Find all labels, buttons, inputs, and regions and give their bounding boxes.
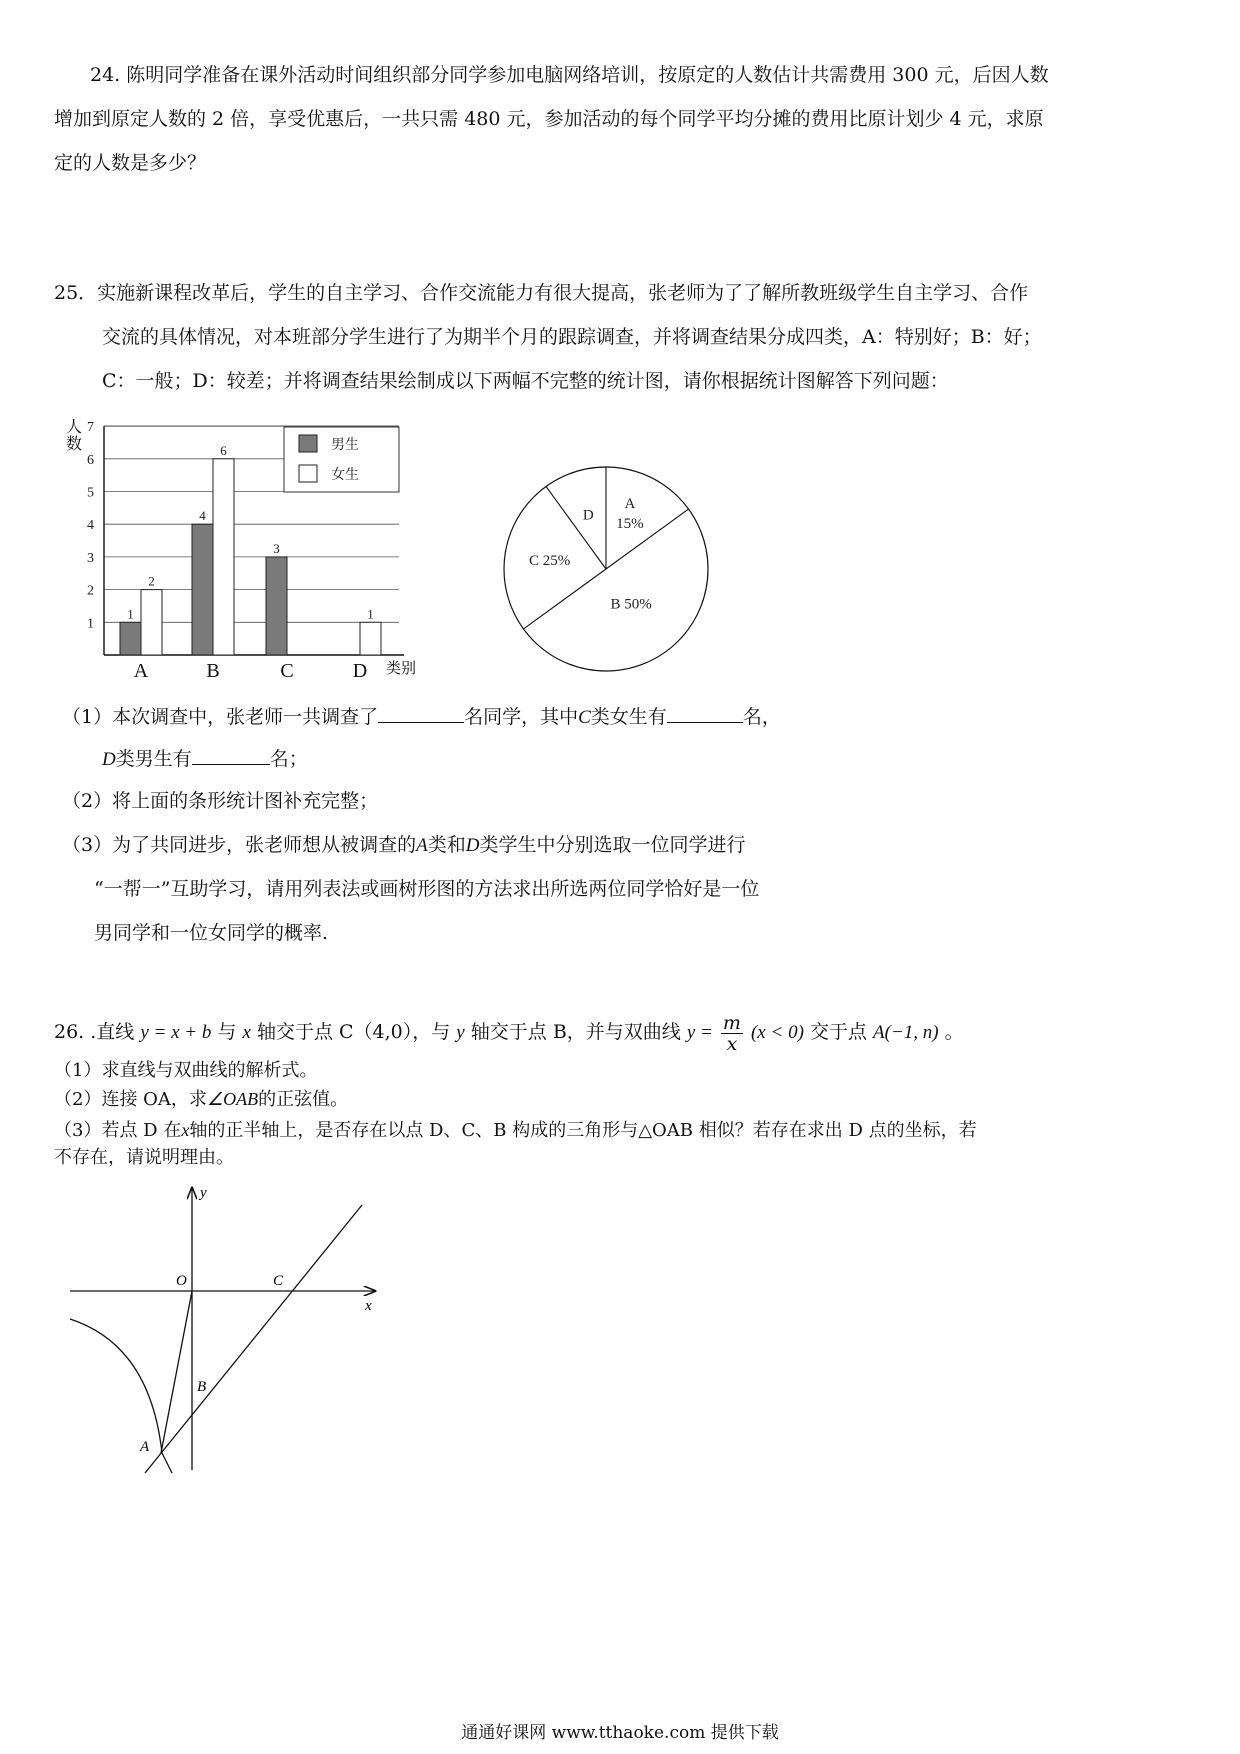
q25-sub3-text-e: 类学生中分别选取一位同学进行 [479,834,746,856]
q26-sub2-angle: ∠OAB [206,1089,259,1109]
q26-sub2-a: （2）连接 OA，求 [54,1089,207,1110]
y-tick-label: 3 [87,550,94,566]
page-footer: 通通好课网 www.tthaoke.com 提供下载 [461,1723,779,1743]
y-tick-label: 5 [87,485,94,501]
q26-prefix: 26. .直线 [54,1021,135,1043]
point-label-b: B [197,1379,207,1395]
coordinate-figure [60,1185,420,1475]
hyperbola-branch [70,1319,172,1473]
q25-line-3: C：一般；D：较差；并将调查结果绘制成以下两幅不完整的统计图，请你根据统计图解答下列问题： [102,370,949,392]
q26-frac-num: m [722,1011,741,1034]
x-category-label: B [206,660,220,682]
q26-sub3-b: x [181,1120,190,1140]
legend-label: 男生 [331,438,359,453]
q26-text-6: 交于点 [809,1021,867,1043]
y-tick-label: 7 [87,420,94,436]
q25-sub1-text-b: 名同学，其中 [464,706,579,728]
q26-fraction [721,1013,743,1054]
q25-sub1-text-c: C [578,707,591,728]
point-label-a: A [140,1439,150,1455]
bar-D-girls [360,622,381,655]
q26-text-2: x [242,1022,251,1043]
q26-point-a: A(−1, n) [873,1022,939,1043]
y-tick-label: 6 [87,452,94,468]
answer-blank-total[interactable] [378,702,464,723]
pie-label-d: D [582,507,594,524]
q26-text-5: 轴交于点 B，并与双曲线 [470,1021,681,1043]
axis-label-y: y [200,1185,207,1201]
q26-sub1: （1）求直线与双曲线的解析式。 [54,1060,318,1081]
q26-text-4: y [456,1022,465,1043]
y-tick-label: 4 [87,518,94,534]
bar-A-girls [141,590,162,655]
legend-swatch [299,465,317,482]
q25-line-2: 交流的具体情况，对本班部分学生进行了为期半个月的跟踪调查，并将调查结果分成四类，A：特别好；B：好； [102,326,1042,348]
pie-chart [485,455,745,685]
point-label-o: O [176,1273,187,1289]
q25-sub3-text-c: 类和 [427,834,466,856]
q25-sub1-text-h: 名； [269,748,308,770]
q25-sub3-line-1 [62,832,745,859]
y-tick-label: 2 [87,583,94,599]
q25-sub3-text-a: （3）为了共同进步，张老师想从被调查的 [62,834,417,856]
line-ab [145,1205,362,1473]
bar-value-label: 4 [199,508,206,524]
q26-line-1 [54,1010,964,1054]
q26-sub3-a: （3）若点 D 在 [54,1120,182,1141]
q26-line-equation: y = x + b [140,1022,212,1043]
q25-sub1-text-d: 类女生有 [590,706,667,728]
bar-B-boys [192,524,213,655]
x-category-label: D [352,660,368,682]
q26-condition: (x < 0) [750,1022,804,1043]
q25-sub1-line-2 [102,744,308,773]
pie-percent-a: 15% [616,516,644,533]
bar-value-label: 1 [127,606,134,622]
q26-sub3-line-2: 不存在，请说明理由。 [54,1147,234,1168]
y-axis-label-char: 人 [66,419,83,436]
segment-oa [161,1291,192,1453]
q25-sub1-text-g: 类男生有 [115,748,192,770]
q26-hyperbola-lhs: y = [686,1022,713,1043]
legend-swatch [299,435,317,452]
x-category-label: C [280,660,294,682]
pie-label-b: B 50% [610,596,652,613]
q25-sub1-line [62,702,781,731]
pie-label-c: C 25% [528,553,571,570]
y-axis-label-char: 数 [66,436,83,453]
bar-value-label: 1 [367,606,374,622]
q24-line-1: 24. 陈明同学准备在课外活动时间组织部分同学参加电脑网络培训，按原定的人数估计共需费用 300 元，后因人数 [90,64,1049,86]
q25-sub3-text-b: A [416,835,428,856]
bar-A-boys [120,622,141,655]
q25-line-1: 25．实施新课程改革后，学生的自主学习、合作交流能力有很大提高，张老师为了了解所教班级学生自主学习、合作 [54,282,1029,304]
legend-label: 女生 [331,468,359,483]
bar-chart [54,415,454,690]
bar-value-label: 6 [220,442,227,458]
q24-line-2: 增加到原定人数的 2 倍，享受优惠后，一共只需 480 元，参加活动的每个同学平均分摊的费用比原计划少 4 元，求原 [54,108,1044,130]
bar-value-label: 2 [148,573,155,589]
q24-line-3: 定的人数是多少？ [54,152,207,174]
q26-text-3: 轴交于点 C（4,0），与 [256,1021,451,1043]
q25-sub1-text-a: （1）本次调查中，张老师一共调查了 [62,706,379,728]
point-label-c: C [273,1273,284,1289]
bar-value-label: 3 [273,540,280,556]
q25-sub3-text-d: D [465,835,480,856]
q26-text-1: 与 [217,1021,237,1043]
answer-blank-c-girls[interactable] [667,702,743,723]
q26-frac-den: x [726,1032,738,1055]
q26-sub2 [54,1086,348,1113]
q25-sub1-text-e: 名， [742,706,781,728]
bar-C-boys [266,557,287,655]
q26-sub2-c: 的正弦值。 [258,1089,349,1110]
answer-blank-d-boys[interactable] [192,744,270,765]
bar-B-girls [213,459,234,655]
q25-sub3-line-3: 男同学和一位女同学的概率. [94,922,329,944]
q26-sub3-line-1 [54,1117,977,1144]
q25-sub2: （2）将上面的条形统计图补充完整； [62,790,379,812]
y-tick-label: 1 [87,616,94,632]
pie-label-a: A [624,496,636,513]
q26-text-7: 。 [944,1021,964,1043]
x-axis-label: 类别 [386,661,417,677]
x-category-label: A [133,660,149,682]
q25-sub3-line-2: “一帮一”互助学习，请用列表法或画树形图的方法求出所选两位同学恰好是一位 [94,878,760,900]
axis-label-x: x [365,1298,372,1314]
q25-sub1-text-f: D [102,749,116,770]
q26-sub3-c: 轴的正半轴上，是否存在以点 D、C、B 构成的三角形与△OAB 相似？若存在求出 D 点的坐标，若 [189,1120,977,1141]
